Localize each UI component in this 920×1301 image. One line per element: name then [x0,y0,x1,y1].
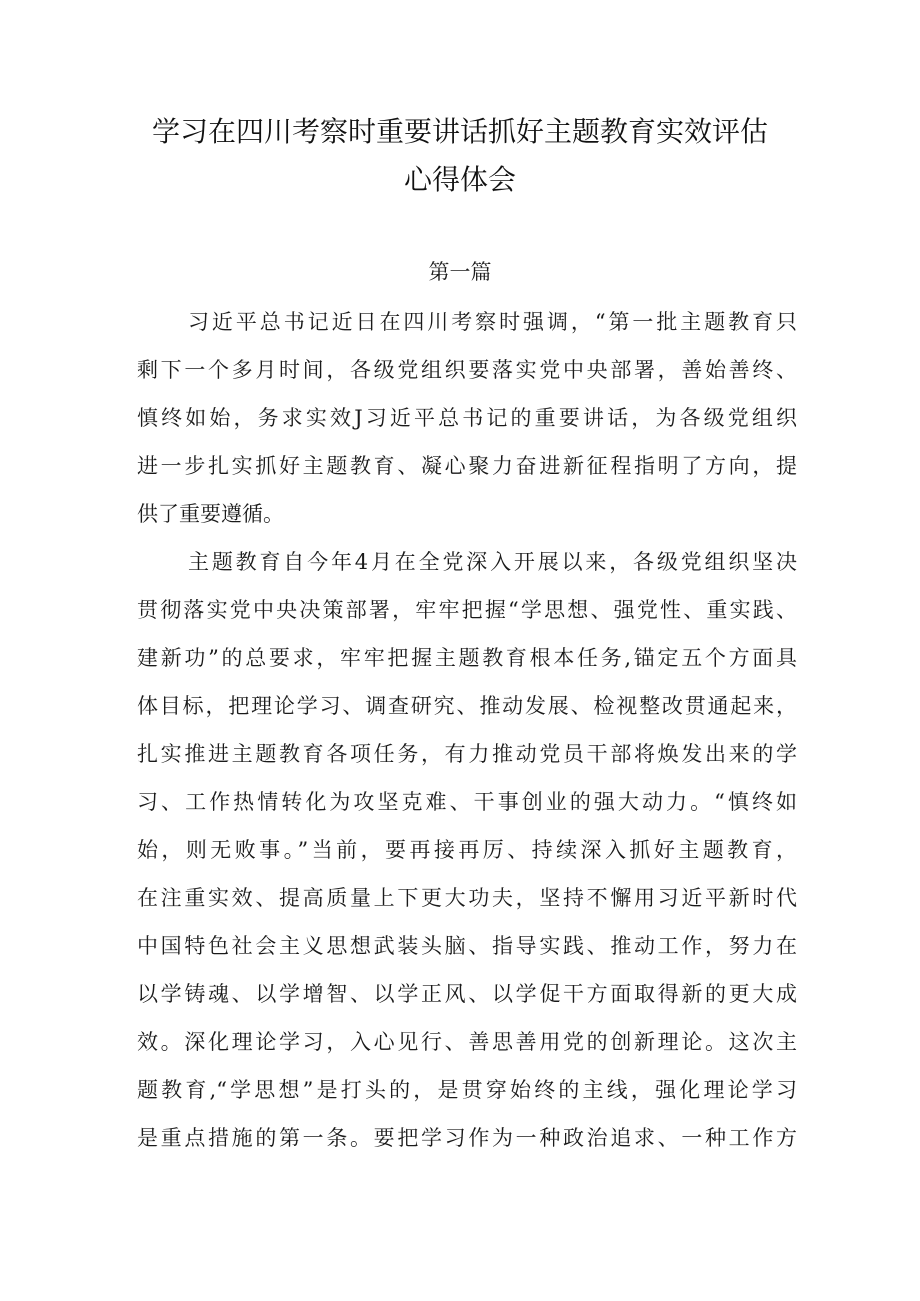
paragraph-2-line: 始，则无败事。”当前，要再接再厉、持续深入抓好主题教育， [137,838,797,862]
paragraph-2-line: 主题教育自今年4月在全党深入开展以来，各级党组织坚决 [188,550,797,574]
paragraph-2-line: 题教育,“学思想”是打头的，是贯穿始终的主线，强化理论学习 [137,1078,797,1102]
document-title-line-1: 学习在四川考察时重要讲话抓好主题教育实效评估 [151,115,768,148]
document-title-line-2: 心得体会 [403,163,516,196]
paragraph-2-line: 中国特色社会主义思想武装头脑、指导实践、推动工作，努力在 [137,934,797,958]
paragraph-2-line: 是重点措施的第一条。要把学习作为一种政治追求、一种工作方 [137,1126,797,1150]
paragraph-1-line: 慎终如始，务求实效J习近平总书记的重要讲话，为各级党组织 [137,406,797,430]
paragraph-2-line: 习、工作热情转化为攻坚克难、干事创业的强大动力。“慎终如 [137,790,797,814]
paragraph-1-line: 供了重要遵循。 [137,502,284,526]
paragraph-2-line: 以学铸魂、以学增智、以学正风、以学促干方面取得新的更大成 [137,982,797,1006]
paragraph-2-line: 在注重实效、提高质量上下更大功夫，坚持不懈用习近平新时代 [137,886,797,910]
paragraph-2-line: 扎实推进主题教育各项任务，有力推动党员干部将焕发出来的学 [137,742,797,766]
paragraph-2-line: 建新功”的总要求，牢牢把握主题教育根本任务,锚定五个方面具 [137,646,797,670]
paragraph-2-line: 贯彻落实党中央决策部署，牢牢把握“学思想、强党性、重实践、 [137,598,797,622]
paragraph-1-line: 习近平总书记近日在四川考察时强调，“第一批主题教育只 [188,310,797,334]
paragraph-2-line: 效。深化理论学习，入心见行、善思善用党的创新理论。这次主 [137,1030,797,1054]
section-heading: 第一篇 [428,260,492,284]
paragraph-1-line: 进一步扎实抓好主题教育、凝心聚力奋进新征程指明了方向，提 [137,454,797,478]
paragraph-1-line: 剩下一个多月时间，各级党组织要落实党中央部署，善始善终、 [137,358,797,382]
paragraph-2-line: 体目标，把理论学习、调查研究、推动发展、检视整改贯通起来， [137,694,797,718]
